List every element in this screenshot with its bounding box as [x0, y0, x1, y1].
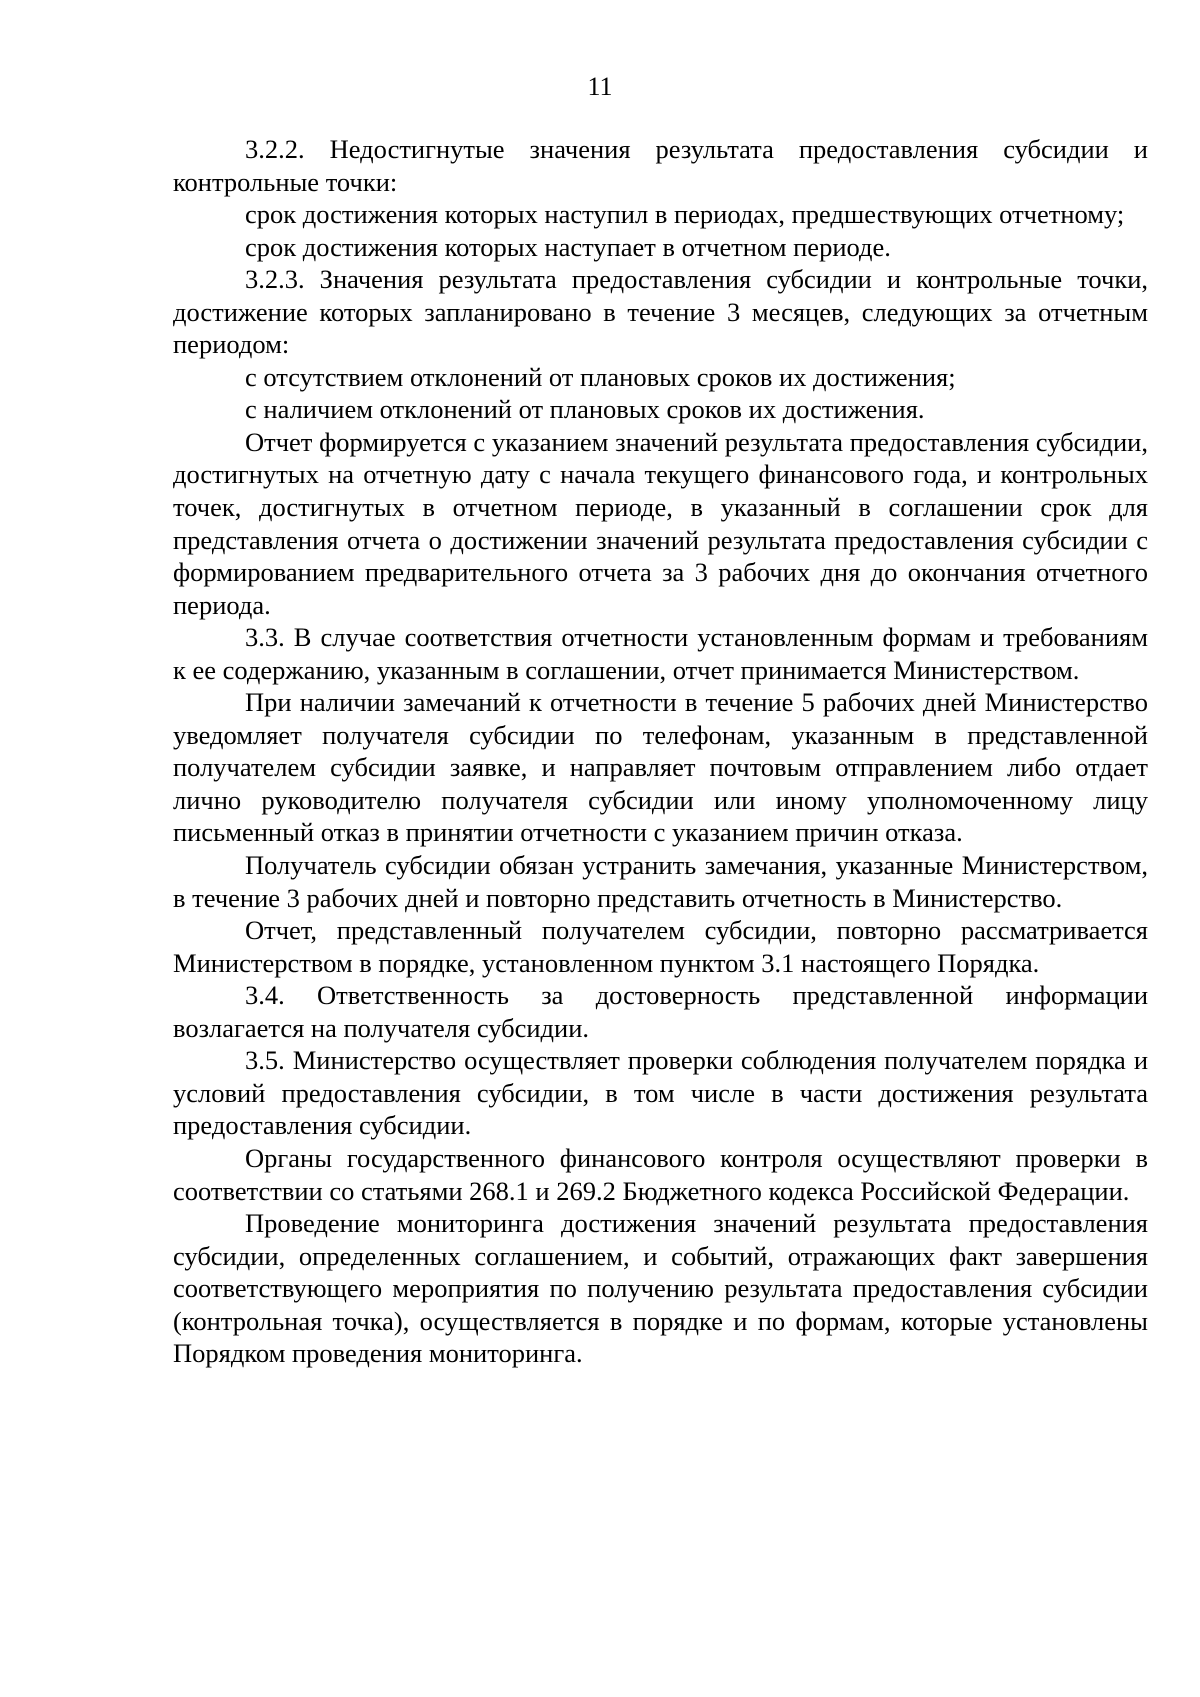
paragraph-3-4: 3.4. Ответственность за достоверность представленной информации возлагается на получателя субсидии. [173, 980, 1148, 1043]
paragraph-resubmission: Отчет, представленный получателем субсидии, повторно рассматривается Министерством в порядке, установленном пунктом 3.1 настоящего Порядка. [173, 915, 1148, 978]
paragraph-current-period: срок достижения которых наступает в отчетном периоде. [245, 231, 891, 262]
paragraph-state-control: Органы государственного финансового контроля осуществляют проверки в соответствии со статьями 268.1 и 269.2 Бюджетного кодекса Российской Федерации. [173, 1142, 1148, 1206]
paragraph-past-periods: срок достижения которых наступил в периодах, предшествующих отчетному; [245, 199, 1125, 230]
paragraph-3-2-3: 3.2.3. Значения результата предоставления субсидии и контрольные точки, достижение которых запланировано в течение 3 месяцев, следующих за отчетным периодом: [173, 264, 1148, 360]
paragraph-with-deviations: с наличием отклонений от плановых сроков их достижения. [245, 394, 925, 425]
paragraph-no-deviations: с отсутствием отклонений от плановых сроков их достижения; [245, 361, 956, 392]
paragraph-fix-remarks: Получатель субсидии обязан устранить замечания, указанные Министерством, в течение 3 рабочих дней и повторно представить отчетность в Министерство. [173, 850, 1148, 913]
paragraph-3-3: 3.3. В случае соответствия отчетности установленным формам и требованиям к ее содержанию, указанным в соглашении, отчет принимается Министерством. [173, 622, 1148, 685]
paragraph-monitoring: Проведение мониторинга достижения значений результата предоставления субсидии, определенных соглашением, и событий, отражающих факт завершения соответствующего мероприятия по получению результата предоставления субсидии (контрольная точка), осуществляется в порядке и по формам, которые установлены Порядком проведения мониторинга. [173, 1208, 1148, 1369]
page-number: 11 [587, 72, 613, 101]
document-body [173, 133, 1148, 1370]
paragraph-3-5: 3.5. Министерство осуществляет проверки соблюдения получателем порядка и условий предоставления субсидии, в том числе в части достижения результата предоставления субсидии. [173, 1045, 1148, 1141]
paragraph-3-2-2: 3.2.2. Недостигнутые значения результата предоставления субсидии и контрольные точки: [173, 134, 1148, 197]
paragraph-remarks: При наличии замечаний к отчетности в течение 5 рабочих дней Министерство уведомляет получателя субсидии по телефонам, указанным в представленной получателем субсидии заявке, и направляет почтовым отправлением либо отдает лично руководителю получателя субсидии или иному уполномоченному лицу письменный отказ в принятии отчетности с указанием причин отказа. [173, 687, 1148, 848]
paragraph-report-formation: Отчет формируется с указанием значений результата предоставления субсидии, достигнутых на отчетную дату с начала текущего финансового года, и контрольных точек, достигнутых в отчетном периоде, в указанный в соглашении срок для представления отчета о достижении значений результата предоставления субсидии с формированием предварительного отчета за 3 рабочих дня до окончания отчетного периода. [173, 426, 1148, 620]
